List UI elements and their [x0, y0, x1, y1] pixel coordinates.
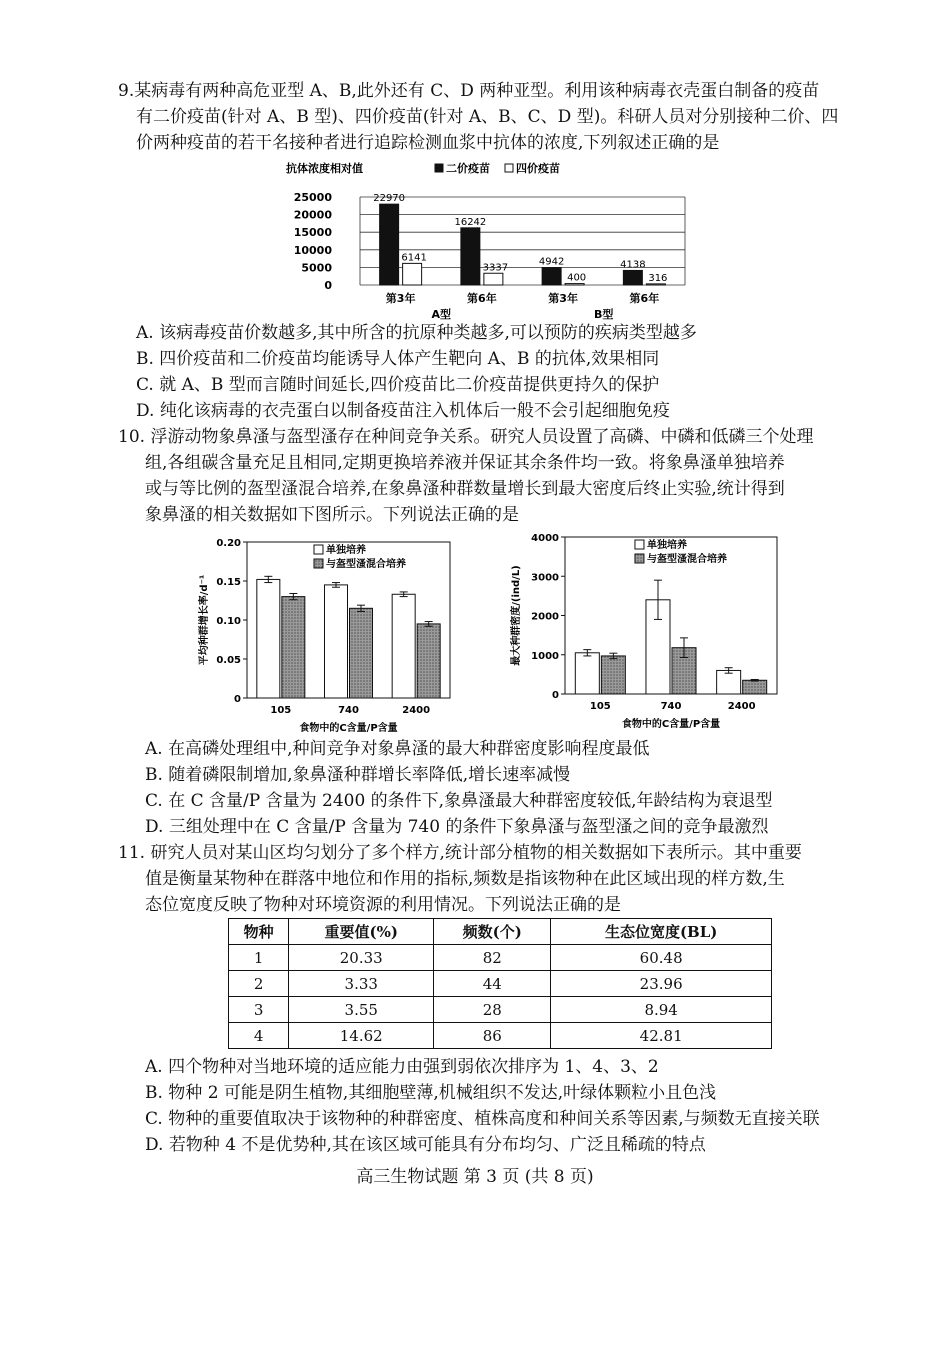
legend-swatch — [635, 540, 644, 549]
bar — [282, 597, 305, 698]
q11-option-b: B. 物种 2 可能是阴生植物,其细胞壁薄,机械组织不发达,叶绿体颗粒小且色浅 — [145, 1083, 717, 1103]
legend-swatch — [314, 545, 323, 554]
q10-option-d: D. 三组处理中在 C 含量/P 含量为 740 的条件下象鼻溞与盔型溞之间的竞争最激烈 — [145, 817, 769, 837]
legend-swatch — [435, 164, 443, 172]
legend-swatch — [505, 164, 513, 172]
bar — [403, 263, 422, 285]
q9-option-a: A. 该病毒疫苗价数越多,其中所含的抗原种类越多,可以预防的疾病类型越多 — [136, 323, 697, 343]
x-tick-label: 第6年 — [629, 292, 660, 305]
y-tick-label: 10000 — [293, 243, 332, 257]
q10-stem-line-1: 10. 浮游动物象鼻溞与盔型溞存在种间竞争关系。研究人员设置了高磷、中磷和低磷三个处理 — [118, 427, 814, 447]
bar — [257, 579, 280, 698]
max-density-chart — [505, 530, 795, 742]
x-tick-label: 第6年 — [467, 292, 497, 305]
q10-stem-line-3: 或与等比例的盔型溞混合培养,在象鼻溞种群数量增长到最大密度后终止实验,统计得到 — [145, 479, 785, 499]
q10-stem-line-4: 象鼻溞的相关数据如下图所示。下列说法正确的是 — [145, 505, 519, 525]
table-cell: 8.94 — [551, 997, 772, 1023]
bar — [542, 268, 561, 285]
bar — [461, 228, 480, 285]
antibody-chart — [280, 158, 700, 320]
legend-label: 与盔型溞混合培养 — [325, 559, 406, 570]
y-tick-label: 5000 — [301, 261, 332, 275]
y-tick-label: 4000 — [531, 533, 559, 544]
q10-option-c: C. 在 C 含量/P 含量为 2400 的条件下,象鼻溞最大种群密度较低,年龄结构为衰退型 — [145, 791, 773, 811]
q11-stem-line-1: 11. 研究人员对某山区均匀划分了多个样方,统计部分植物的相关数据如下表所示。其中重要 — [118, 843, 802, 863]
y-tick-label: 15000 — [293, 226, 332, 240]
q9-option-d: D. 纯化该病毒的衣壳蛋白以制备疫苗注入机体后一般不会引起细胞免疫 — [136, 401, 670, 421]
legend-label: 二价疫苗 — [446, 162, 490, 175]
group-label: A型 — [431, 308, 452, 320]
x-tick-label: 105 — [589, 701, 611, 712]
y-axis-label: 抗体浓度相对值 — [286, 162, 363, 175]
x-tick-label: 第3年 — [385, 292, 416, 305]
table-cell: 20.33 — [289, 945, 434, 971]
legend-label: 与盔型溞混合培养 — [646, 554, 727, 565]
bar — [380, 204, 399, 285]
table-cell: 3 — [229, 997, 289, 1023]
data-label: 6141 — [401, 252, 427, 264]
y-tick-label: 20000 — [293, 208, 332, 222]
bar — [324, 585, 347, 698]
bar — [601, 656, 625, 694]
group-label: B型 — [594, 308, 614, 320]
table-cell: 23.96 — [551, 971, 772, 997]
x-tick-label: 2400 — [727, 701, 756, 712]
y-tick-label: 1000 — [531, 650, 559, 662]
bar — [392, 594, 415, 698]
table-cell: 14.62 — [289, 1023, 434, 1049]
data-label: 4138 — [620, 259, 646, 271]
q11-stem-line-3: 态位宽度反映了物种对环境资源的利用情况。下列说法正确的是 — [145, 895, 621, 915]
data-label: 16242 — [454, 216, 487, 228]
table-cell: 60.48 — [551, 945, 772, 971]
y-axis-label: 最大种群密度/(ind/L) — [511, 565, 522, 666]
q9-option-b: B. 四价疫苗和二价疫苗均能诱导人体产生靶向 A、B 的抗体,效果相同 — [136, 349, 660, 369]
table-cell: 2 — [229, 971, 289, 997]
legend-swatch — [314, 559, 323, 568]
table-cell: 4 — [229, 1023, 289, 1049]
table-header: 重要值(%) — [289, 919, 434, 945]
data-label: 400 — [567, 272, 587, 284]
bar — [565, 284, 584, 285]
q9-stem-line-1: 9.某病毒有两种高危亚型 A、B,此外还有 C、D 两种亚型。利用该种病毒衣壳蛋白制备的疫苗 — [118, 81, 820, 101]
bar — [350, 608, 373, 698]
x-tick-label: 第3年 — [548, 292, 578, 305]
y-tick-label: 0.05 — [216, 655, 241, 666]
q9-stem-line-3: 价两种疫苗的若干名接种者进行追踪检测血浆中抗体的浓度,下列叙述正确的是 — [136, 133, 720, 153]
table-cell: 3.55 — [289, 997, 434, 1023]
q9-option-c: C. 就 A、B 型而言随时间延长,四价疫苗比二价疫苗提供更持久的保护 — [136, 375, 660, 395]
table-header: 生态位宽度(BL) — [551, 919, 772, 945]
bar — [646, 284, 665, 285]
y-tick-label: 0 — [234, 694, 241, 705]
y-tick-label: 0 — [552, 690, 559, 701]
legend-label: 单独培养 — [646, 540, 687, 551]
y-tick-label: 0.20 — [216, 538, 241, 549]
page-footer: 高三生物试题 第 3 页 (共 8 页) — [356, 1167, 594, 1187]
table-row — [229, 945, 772, 971]
table-cell: 28 — [434, 997, 551, 1023]
bar — [484, 273, 503, 285]
y-tick-label: 2000 — [531, 611, 559, 623]
bar — [623, 270, 642, 285]
q10-stem-line-2: 组,各组碳含量充足且相同,定期更换培养液并保证其余条件均一致。将象鼻溞单独培养 — [145, 453, 785, 473]
x-tick-label: 740 — [660, 701, 682, 712]
legend-swatch — [635, 554, 644, 563]
data-label: 316 — [648, 272, 668, 284]
table-header: 物种 — [229, 919, 289, 945]
y-tick-label: 25000 — [293, 191, 332, 204]
bar — [717, 670, 741, 694]
y-tick-label: 3000 — [531, 572, 559, 584]
species-table — [228, 918, 772, 1049]
table-cell: 86 — [434, 1023, 551, 1049]
table-cell: 3.33 — [289, 971, 434, 997]
table-cell: 42.81 — [551, 1023, 772, 1049]
data-label: 4942 — [538, 256, 565, 268]
x-tick-label: 105 — [270, 705, 292, 716]
bar — [417, 624, 440, 698]
data-label: 3337 — [482, 262, 509, 274]
bar — [575, 653, 599, 694]
table-row — [229, 971, 772, 997]
table-header-row — [229, 919, 772, 945]
table-row — [229, 997, 772, 1023]
table-header: 频数(个) — [434, 919, 551, 945]
x-tick-label: 740 — [338, 705, 359, 716]
x-axis-label: 食物中的C含量/P含量 — [299, 723, 398, 734]
x-tick-label: 2400 — [402, 705, 431, 716]
q11-option-a: A. 四个物种对当地环境的适应能力由强到弱依次排序为 1、4、3、2 — [145, 1057, 659, 1077]
y-tick-label: 0.10 — [216, 616, 241, 627]
data-label: 22970 — [373, 193, 406, 205]
table-row — [229, 1023, 772, 1049]
q10-option-b: B. 随着磷限制增加,象鼻溞种群增长率降低,增长速率减慢 — [145, 765, 571, 785]
y-tick-label: 0 — [324, 279, 332, 292]
growth-rate-chart — [195, 530, 465, 742]
table-cell: 82 — [434, 945, 551, 971]
legend-label: 四价疫苗 — [516, 162, 560, 175]
table-cell: 1 — [229, 945, 289, 971]
legend-label: 单独培养 — [325, 545, 366, 556]
q11-stem-line-2: 值是衡量某物种在群落中地位和作用的指标,频数是指该物种在此区域出现的样方数,生 — [145, 869, 785, 889]
q11-option-d: D. 若物种 4 不是优势种,其在该区域可能具有分布均匀、广泛且稀疏的特点 — [145, 1135, 706, 1155]
x-axis-label: 食物中的C含量/P含量 — [621, 719, 721, 730]
q9-stem-line-2: 有二价疫苗(针对 A、B 型)、四价疫苗(针对 A、B、C、D 型)。科研人员对分别接种二价、四 — [136, 107, 839, 127]
y-axis-label: 平均种群增长率/d⁻¹ — [199, 574, 210, 666]
table-cell: 44 — [434, 971, 551, 997]
bar — [743, 680, 767, 694]
q10-option-a: A. 在高磷处理组中,种间竞争对象鼻溞的最大种群密度影响程度最低 — [145, 739, 650, 759]
y-tick-label: 0.15 — [216, 577, 241, 588]
q11-option-c: C. 物种的重要值取决于该物种的种群密度、植株高度和种间关系等因素,与频数无直接关联 — [145, 1109, 820, 1129]
